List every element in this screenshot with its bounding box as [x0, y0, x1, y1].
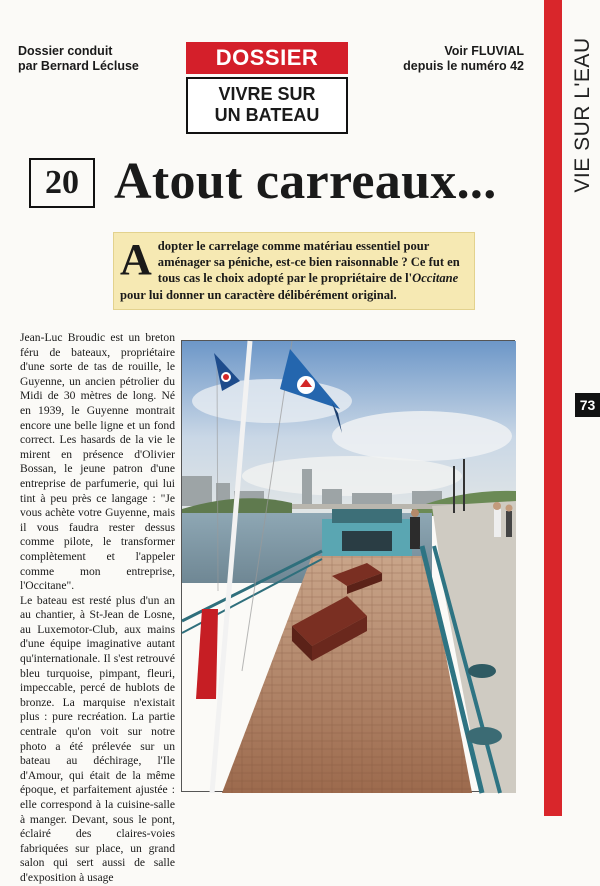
section-title-text: VIE SUR L'EAU	[571, 37, 594, 193]
credit-line-2: par Bernard Lécluse	[18, 59, 139, 73]
intro-text-1: dopter le carrelage comme matériau essentiel pour aménager sa péniche, est-ce bien raisonnable ? Ce fut en tous cas le choix adopté par le propriétaire de l'	[157, 239, 460, 286]
author-credit	[18, 44, 139, 74]
article-body	[20, 331, 175, 884]
intro-text-2: pour lui donner un caractère délibérément original.	[120, 287, 397, 302]
dossier-header	[186, 42, 348, 134]
page-number: 73	[575, 393, 600, 417]
body-paragraph-2: Le bateau est resté plus d'un an au chantier, à St-Jean de Losne, au Luxemotor-Club, aux mains d'une équipe imaginative autant qu'internationale. Il s'est retrouvé bleu turquoise, pimpant, fleuri, impeccable, percé de hublots de bronze. La marquise n'existait plus : pure recréation. La partie centrale qu'on voit sur notre photo a été prélevée sur un bateau au déchirage, l'Ile d'Amour, qui était de la même époque, et parfaitement ajustée : elle correspond à la cuisine-salle à manger. Devant, sous le pont, éclairé des claires-voies fabriquées sur place, un grand salon qui sert aussi de salle d'exposition à usage	[20, 593, 175, 884]
body-paragraph-1: Jean-Luc Broudic est un breton féru de bateaux, propriétaire d'une sorte de tas de rouille, le Guyenne, un ancien pétrolier du Midi de 30 mètres de long. Né en 1939, le Guyenne montrait encore une belle ligne et un fond correct. Les hasards de la vie le mirent en présence d'Olivier Bossan, le jeune patron d'une entreprise de parfumerie, qui lui tint à peu près ce langage : "Je vous achète votre Guyenne, mais il vous faudra rester dessus comme pilote, le transformer complètement et l'appeler comme mon entreprise, l'Occitane".	[20, 331, 175, 593]
section-title-vertical	[566, 20, 600, 210]
article-number: 20	[29, 158, 95, 208]
dossier-label: DOSSIER	[186, 42, 348, 74]
red-bag	[196, 609, 218, 699]
deck-equipment	[466, 727, 502, 745]
man-figure	[410, 517, 420, 549]
intro-dropcap: A	[120, 235, 152, 284]
boat-deck-photo	[181, 340, 515, 792]
photo-illustration	[182, 341, 516, 793]
intro-box	[113, 232, 475, 310]
dossier-subtitle-line-2: UN BATEAU	[214, 105, 320, 125]
intro-boat-name: Occitane	[412, 271, 459, 286]
dossier-subtitle-line-1: VIVRE SUR	[218, 84, 316, 104]
see-line-1: Voir FLUVIAL	[444, 44, 524, 58]
red-margin-band	[544, 0, 562, 816]
see-also	[403, 44, 524, 74]
dossier-subtitle	[186, 77, 348, 134]
article-title: Atout carreaux...	[114, 153, 497, 210]
credit-line-1: Dossier conduit	[18, 44, 113, 58]
see-line-2: depuis le numéro 42	[403, 59, 524, 73]
